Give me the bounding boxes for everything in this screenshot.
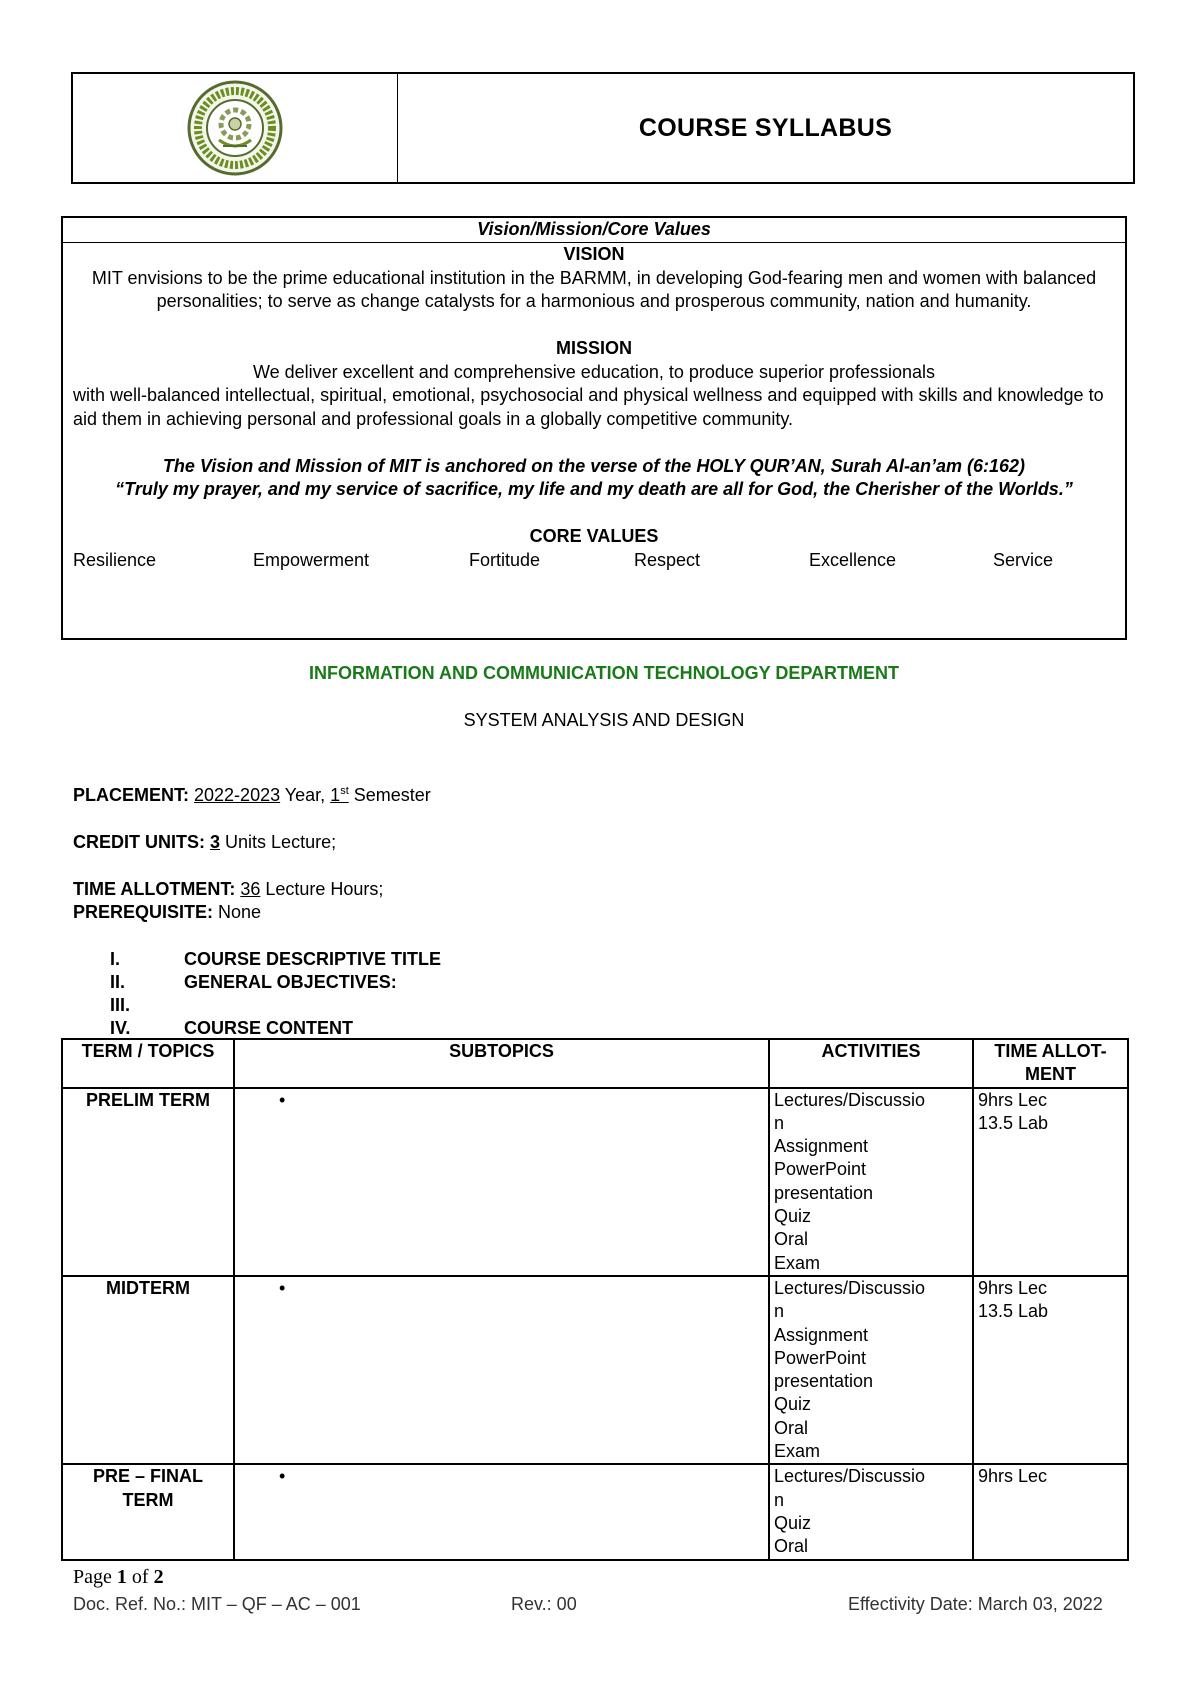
credit-units-line: [73, 832, 336, 853]
table-row: [62, 1276, 1128, 1464]
document-title: COURSE SYLLABUS: [638, 113, 893, 142]
course-content-table: [61, 1038, 1129, 1561]
activities-cell: Lectures/Discussio n Quiz Oral: [769, 1464, 973, 1559]
effectivity-date: Effectivity Date: March 03, 2022: [848, 1594, 1103, 1614]
outline-item: II. GENERAL OBJECTIVES:: [110, 972, 397, 992]
term-cell: MIDTERM: [62, 1276, 234, 1464]
column-header-subtopics: SUBTOPICS: [234, 1039, 769, 1088]
term-cell: PRE – FINAL TERM: [62, 1464, 234, 1559]
column-header-time: TIME ALLOT-MENT: [973, 1039, 1128, 1088]
placement-year-suffix: Year,: [280, 785, 331, 805]
subtopics-cell: •: [234, 1088, 769, 1276]
core-values-title: CORE VALUES: [529, 526, 659, 546]
time-cell: 9hrs Lec 13.5 Lab: [973, 1276, 1128, 1464]
vision-text: MIT envisions to be the prime educational institution in the BARMM, in developing God-fearing men and women with balanced personalities; to serve as change catalysts for a harmonious and prosperous community, nation and humanity.: [91, 267, 1097, 311]
outline-item: IV. COURSE CONTENT: [110, 1018, 354, 1038]
mission-title: MISSION: [555, 338, 632, 358]
placement-line: [73, 785, 431, 806]
activities-cell: Lectures/Discussio n Assignment PowerPoint presentation Quiz Oral Exam: [769, 1088, 973, 1276]
core-value: Excellence: [809, 549, 897, 570]
header-box: [71, 72, 1135, 184]
core-value: Service: [993, 549, 1054, 570]
core-values-row: [73, 549, 1115, 573]
core-value: Empowerment: [253, 549, 370, 570]
time-suffix: Lecture Hours;: [260, 879, 384, 899]
time-value: 36: [240, 879, 261, 899]
logo-cell: [73, 74, 398, 182]
vmc-heading: Vision/Mission/Core Values: [63, 218, 1125, 243]
prereq-value: None: [213, 902, 262, 922]
table-header-row: [62, 1039, 1128, 1088]
revision-number: Rev.: 00: [511, 1594, 577, 1614]
semester-number: 1st: [330, 785, 349, 805]
outline-item: I. COURSE DESCRIPTIVE TITLE: [110, 949, 442, 969]
credit-label: CREDIT UNITS:: [73, 832, 205, 852]
outline-item: III.: [110, 995, 131, 1015]
mission-line-2: with well-balanced intellectual, spiritual, emotional, psychosocial and physical wellness and equipped with skills and knowledge to aid them in achieving personal and professional goals in a globally competitive community.: [73, 385, 1104, 429]
vision-mission-box: [61, 216, 1127, 640]
credit-value: 3: [210, 832, 221, 852]
column-header-activities: ACTIVITIES: [769, 1039, 973, 1088]
department-heading: INFORMATION AND COMMUNICATION TECHNOLOGY DEPARTMENT: [309, 663, 899, 683]
activities-cell: Lectures/Discussio n Assignment PowerPoint presentation Quiz Oral Exam: [769, 1276, 973, 1464]
placement-year: 2022-2023: [194, 785, 281, 805]
placement-label: PLACEMENT:: [73, 785, 189, 805]
table-row: [62, 1464, 1128, 1559]
subtopics-cell: •: [234, 1464, 769, 1559]
prerequisite-line: [73, 902, 261, 923]
time-allotment-line: [73, 879, 383, 900]
time-cell: 9hrs Lec 13.5 Lab: [973, 1088, 1128, 1276]
time-label: TIME ALLOTMENT:: [73, 879, 236, 899]
credit-suffix: Units Lecture;: [220, 832, 337, 852]
quran-verse: “Truly my prayer, and my service of sacrifice, my life and my death are all for God, the Cherisher of the Worlds.”: [115, 479, 1073, 499]
semester-suffix: Semester: [348, 785, 431, 805]
core-value: Respect: [634, 549, 701, 570]
page-number: Page 1 of 2: [73, 1566, 164, 1588]
time-cell: 9hrs Lec: [973, 1464, 1128, 1559]
doc-ref-number: Doc. Ref. No.: MIT – QF – AC – 001: [73, 1594, 361, 1614]
core-value: Fortitude: [469, 549, 541, 570]
quran-reference: The Vision and Mission of MIT is anchored on the verse of the HOLY QUR’AN, Surah Al-an’am (6:162): [162, 455, 1026, 476]
term-cell: PRELIM TERM: [62, 1088, 234, 1276]
vision-title: VISION: [563, 244, 625, 264]
subject-title: SYSTEM ANALYSIS AND DESIGN: [463, 710, 745, 730]
prereq-label: PREREQUISITE:: [73, 902, 214, 922]
mission-line-1: We deliver excellent and comprehensive education, to produce superior professionals: [252, 361, 936, 382]
core-value: Resilience: [73, 549, 157, 570]
subtopics-cell: •: [234, 1276, 769, 1464]
table-row: [62, 1088, 1128, 1276]
institution-seal-icon: [187, 80, 283, 176]
column-header-term: TERM / TOPICS: [62, 1039, 234, 1088]
